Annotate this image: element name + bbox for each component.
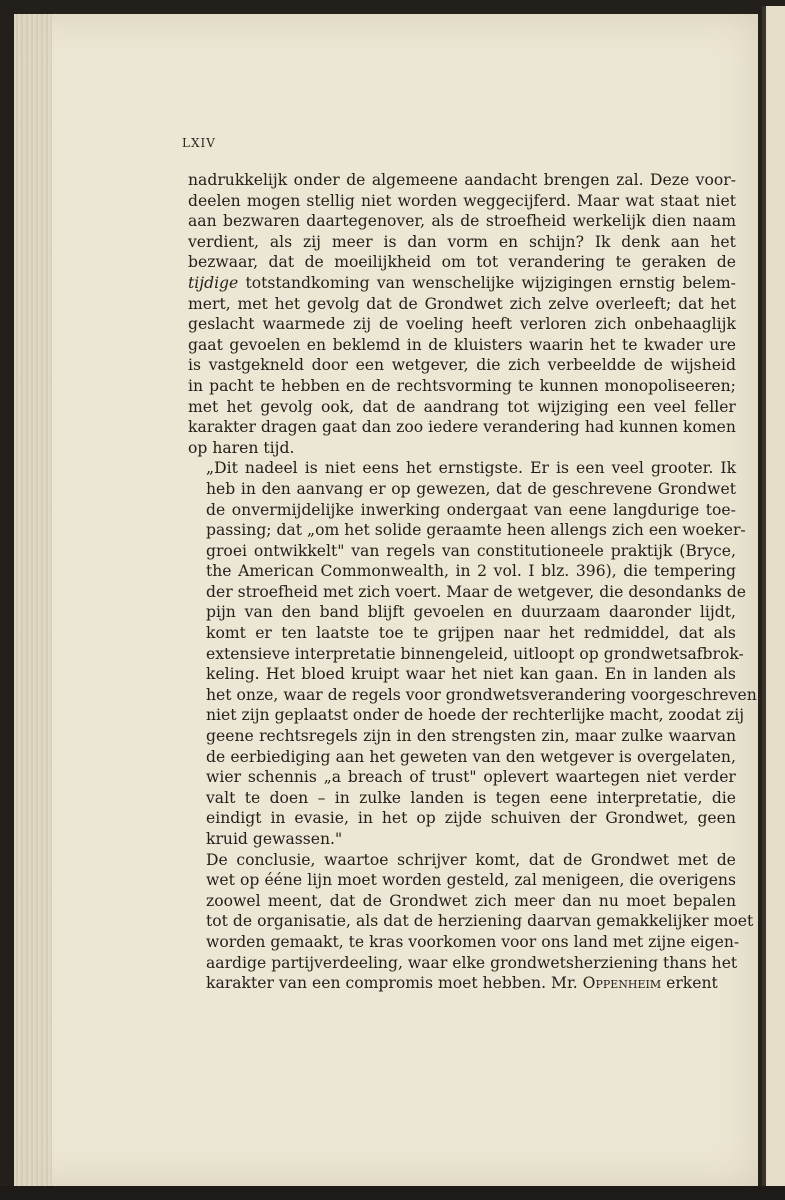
text-line: De conclusie, waartoe schrijver komt, dat de Grondwet met de — [206, 850, 736, 869]
text-line: karakter dragen gaat dan zoo iedere verandering had kunnen komen — [188, 418, 736, 437]
text-line: valt te doen – in zulke landen is tegen eene interpretatie, die — [206, 788, 737, 807]
text-line: der stroefheid met zich voert. Maar de wetgever, die desondanks de — [206, 582, 746, 601]
text-line: aardige partijverdeeling, waar elke grondwetsherziening thans het — [206, 953, 738, 972]
text-line: eindigt in evasie, in het op zijde schuiven der Grondwet, geen — [206, 809, 736, 828]
body-text — [188, 170, 757, 994]
text-line: zoowel meent, dat de Grondwet zich meer dan nu moet bepalen — [206, 891, 736, 910]
text-line: geene rechtsregels zijn in den strengsten zin, maar zulke waarvan — [206, 727, 737, 746]
text-line: met het gevolg ook, dat de aandrang tot wijziging een veel feller — [188, 397, 736, 416]
adjacent-page-edge — [762, 6, 785, 1200]
text-line: de eerbiediging aan het geweten van den wetgever is overgelaten, — [206, 747, 736, 766]
page-number: LXIV — [182, 136, 216, 150]
scan-bottom-border — [0, 1186, 785, 1200]
text-line: gaat gevoelen en beklemd in de kluisters waarin het te kwader ure — [188, 335, 737, 354]
text-line: tijdige totstandkoming van wenschelijke wijzigingen ernstig belem- — [188, 273, 736, 292]
text-line: is vastgekneld door een wetgever, die zich verbeeldde de wijsheid — [188, 356, 736, 375]
text-line: „Dit nadeel is niet eens het ernstigste. Er is een veel grooter. Ik — [206, 459, 737, 478]
text-line: komt er ten laatste toe te grijpen naar het redmiddel, dat als — [206, 624, 736, 643]
text-line: groei ontwikkelt" van regels van constitutioneele praktijk (Bryce, — [206, 541, 736, 560]
text-line: in pacht te hebben en de rechtsvorming te kunnen monopoliseeren; — [188, 376, 736, 395]
text-line: extensieve interpretatie binnengeleid, uitloopt op grondwetsafbrok- — [206, 644, 744, 663]
text-line: verdient, als zij meer is dan vorm en schijn? Ik denk aan het — [188, 232, 736, 251]
text-line: worden gemaakt, te kras voorkomen voor ons land met zijne eigen- — [206, 932, 740, 951]
text-line: pijn van den band blijft gevoelen en duurzaam daaronder lijdt, — [206, 603, 736, 622]
text-line: deelen mogen stellig niet worden weggecijferd. Maar wat staat niet — [188, 191, 737, 210]
text-line: keling. Het bloed kruipt waar het niet kan gaan. En in landen als — [206, 665, 736, 684]
paragraph — [188, 458, 757, 849]
text-line: the American Commonwealth, in 2 vol. I blz. 396), die tempering — [206, 562, 736, 581]
text-line: passing; dat „om het solide geraamte heen allengs zich een woeker- — [206, 521, 746, 540]
text-line: wet op ééne lijn moet worden gesteld, zal menigeen, die overigens — [206, 871, 736, 890]
paragraph — [188, 170, 736, 458]
text-line: mert, met het gevolg dat de Grondwet zich zelve overleeft; dat het — [188, 294, 736, 313]
text-line: bezwaar, dat de moeilijkheid om tot verandering te geraken de — [188, 253, 736, 272]
text-line: karakter van een compromis moet hebben. Mr. Oppenheim erkent — [206, 974, 718, 993]
text-line: op haren tijd. — [188, 438, 295, 457]
text-line: nadrukkelijk onder de algemeene aandacht brengen zal. Deze voor- — [188, 171, 736, 189]
text-line: heb in den aanvang er op gewezen, dat de geschrevene Grondwet — [206, 479, 736, 498]
text-line: kruid gewassen." — [206, 830, 343, 848]
text-line: het onze, waar de regels voor grondwetsverandering voorgeschreven — [206, 685, 757, 704]
text-line: geslacht waarmede zij de voeling heeft verloren zich onbehaaglijk — [188, 315, 736, 334]
text-line: tot de organisatie, als dat de herziening daarvan gemakkelijker moet — [206, 912, 754, 931]
text-line: de onvermijdelijke inwerking ondergaat van eene langdurige toe- — [206, 500, 736, 519]
text-line: aan bezwaren daartegenover, als de stroefheid werkelijk dien naam — [188, 212, 736, 231]
text-line: niet zijn geplaatst onder de hoede der rechterlijke macht, zoodat zij — [206, 706, 745, 725]
paragraph — [188, 850, 754, 994]
text-line: wier schennis „a breach of trust" oplevert waartegen niet verder — [206, 768, 736, 787]
page-stack-edge — [14, 14, 52, 1186]
